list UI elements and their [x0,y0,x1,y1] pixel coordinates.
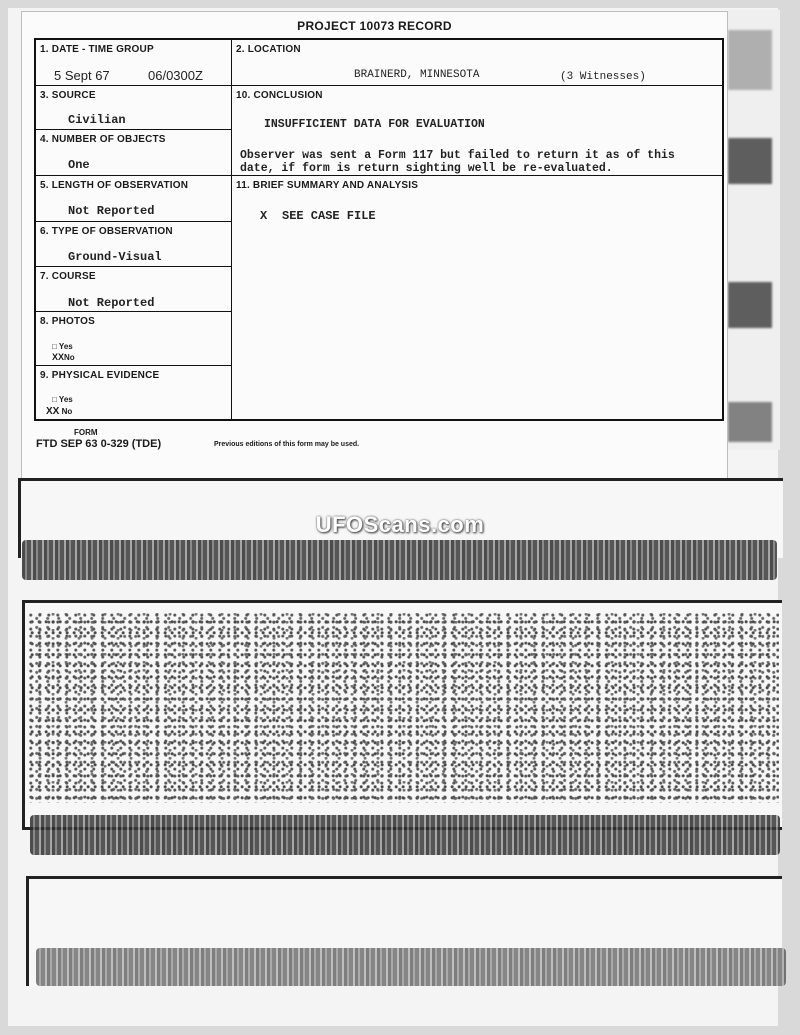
type-value: Ground-Visual [68,250,162,264]
evidence-cell [36,366,232,421]
form-grid [34,38,724,421]
type-label: 6. TYPE OF OBSERVATION [40,226,173,237]
objects-value: One [68,158,90,172]
form-word: FORM [74,428,98,437]
form-note: Previous editions of this form may be used. [214,441,360,448]
date-time-label: 1. DATE - TIME GROUP [40,44,154,55]
right-edge-strip [728,10,780,450]
photos-no-mark: XX [52,352,65,362]
noise-band-3 [36,948,786,986]
date-value: 5 Sept 67 [54,68,110,83]
source-value: Civilian [68,113,126,127]
photos-label: 8. PHOTOS [40,316,95,327]
form-title: PROJECT 10073 RECORD [297,19,452,33]
witnesses-value: (3 Witnesses) [560,71,646,83]
card-speckle [29,613,779,803]
summary-cell [232,176,722,421]
conclusion-label: 10. CONCLUSION [236,90,323,101]
checkbox-empty-icon: □ [52,395,59,404]
time-value: 06/0300Z [148,68,203,83]
source-label: 3. SOURCE [40,90,96,101]
objects-cell [36,130,232,176]
evidence-no-mark: XX [46,406,60,417]
objects-label: 4. NUMBER OF OBJECTS [40,134,166,145]
summary-text: SEE CASE FILE [282,209,376,223]
evidence-yes-label: Yes [58,395,73,404]
date-time-cell [36,40,232,86]
location-label: 2. LOCATION [236,44,301,55]
ufoscans-watermark: UFOScans.com [315,512,485,537]
summary-label: 11. BRIEF SUMMARY AND ANALYSIS [236,180,419,191]
conclusion-line-2: date, if form is return sighting well be re-evaluated. [240,162,613,175]
evidence-yes-option [52,395,73,404]
course-value: Not Reported [68,296,155,310]
form-code: FTD SEP 63 0-329 (TDE) [36,438,162,450]
photos-cell [36,312,232,366]
conclusion-line-1: Observer was sent a Form 117 but failed to return it as of this [240,149,675,162]
project-record-form [22,12,727,480]
photos-yes-option [52,342,73,351]
noise-band-2 [30,815,780,855]
form-footer [36,424,726,464]
conclusion-cell [232,86,722,176]
course-label: 7. COURSE [40,271,96,282]
type-cell [36,222,232,267]
noise-band-1 [22,540,777,580]
evidence-no-option [46,406,72,417]
checkbox-empty-icon: □ [52,342,59,351]
evidence-label: 9. PHYSICAL EVIDENCE [40,370,160,381]
length-cell [36,176,232,222]
photos-yes-label: Yes [58,342,73,351]
photos-no-label: No [64,353,75,362]
summary-mark: X [260,209,268,223]
evidence-no-label: No [61,407,73,416]
scanned-card-2 [22,600,782,830]
length-label: 5. LENGTH OF OBSERVATION [40,180,189,191]
location-value: BRAINERD, MINNESOTA [354,69,480,81]
photos-no-option [52,352,75,362]
course-cell [36,267,232,312]
length-value: Not Reported [68,204,155,218]
conclusion-heading: INSUFFICIENT DATA FOR EVALUATION [264,118,485,131]
location-cell [232,40,722,86]
source-cell [36,86,232,130]
